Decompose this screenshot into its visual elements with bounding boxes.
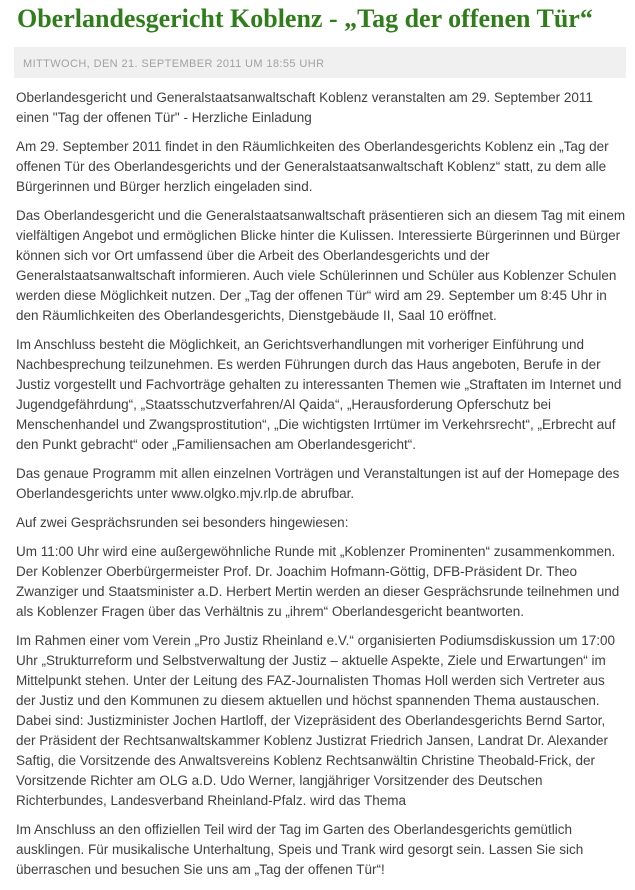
publish-date-text: MITTWOCH, DEN 21. SEPTEMBER 2011 UM 18:55 UHR: [23, 58, 325, 70]
article-paragraph: Im Anschluss besteht die Möglichkeit, an Gerichtsverhandlungen mit vorheriger Einführung und Nachbesprechung teilzunehmen. Es werden Führungen durch das Haus angeboten, Berufe in der Justiz vorgestellt und Fachvorträge gehalten zu interessanten Themen wie „Straftaten im Internet und Jugendgefährdung“, „Staatsschutzverfahren/Al Qaida“, „Herausforderung Opferschutz bei Menschenhandel und Zwangsprostitution“, „Die wichtigsten Irrtümer im Verkehrsrecht“, „Erbrecht auf den Punkt gebracht“ oder „Familiensachen am Oberlandesgericht“.: [16, 337, 622, 452]
article-paragraph: Auf zwei Gesprächsrunden sei besonders hingewiesen:: [16, 515, 349, 530]
date-bar: [14, 47, 626, 78]
page-title: Oberlandesgericht Koblenz - „Tag der offenen Tür“: [17, 4, 593, 33]
article-paragraph: Im Anschluss an den offiziellen Teil wird der Tag im Garten des Oberlandesgerichts gemütlich ausklingen. Für musikalische Unterhaltung, Speis und Trank wird gesorgt sein. Lassen Sie sich überraschen und besuchen Sie uns am „Tag der offenen Tür“!: [16, 822, 584, 877]
article-paragraph: Um 11:00 Uhr wird eine außergewöhnliche Runde mit „Koblenzer Prominenten“ zusammenkommen. Der Koblenzer Oberbürgermeister Prof. Dr. Joachim Hofmann-Göttig, DFB-Präsident Dr. Theo Zwanziger und Staatsminister a.D. Herbert Mertin werden an dieser Gesprächsrunde teilnehmen und als Koblenzer Fragen über das Verhältnis zu „ihrem“ Oberlandesgericht beantworten.: [16, 544, 620, 619]
article-paragraph: Oberlandesgericht und Generalstaatsanwaltschaft Koblenz veranstalten am 29. September 2011 einen "Tag der offenen Tür" - Herzliche Einladung: [16, 90, 593, 125]
article-paragraph: Das Oberlandesgericht und die Generalstaatsanwaltschaft präsentieren sich an diesem Tag mit einem vielfältigen Angebot und ermöglichen Blicke hinter die Kulissen. Interessierte Bürgerinnen und Bürger können sich vor Ort umfassend über die Arbeit des Oberlandesgerichts und der Generalstaatsanwaltschaft informieren. Auch viele Schülerinnen und Schüler aus Koblenzer Schulen werden diese Möglichkeit nutzen. Der „Tag der offenen Tür“ wird am 29. September um 8:45 Uhr in den Räumlichkeiten des Oberlandesgerichts, Dienstgebäude II, Saal 10 eröffnet.: [16, 208, 626, 323]
article-paragraph: Das genaue Programm mit allen einzelnen Vorträgen und Veranstaltungen ist auf der Homepage des Oberlandesgerichts unter www.olgko.mjv.rlp.de abrufbar.: [16, 466, 620, 501]
article-paragraph: Am 29. September 2011 findet in den Räumlichkeiten des Oberlandesgerichts Koblenz ein „Tag der offenen Tür des Oberlandesgerichts und der Generalstaatsanwaltschaft Koblenz“ statt, zu dem alle Bürgerinnen und Bürger herzlich eingeladen sind.: [16, 139, 609, 194]
article-paragraph: Im Rahmen einer vom Verein „Pro Justiz Rheinland e.V.“ organisierten Podiumsdiskussion um 17:00 Uhr „Strukturreform und Selbstverwaltung der Justiz – aktuelle Aspekte, Ziele und Erwartungen“ im Mittelpunkt stehen. Unter der Leitung des FAZ-Journalisten Thomas Holl werden sich Vertreter aus der Justiz und den Kommunen zu diesem aktuellen und höchst spannenden Thema austauschen. Dabei sind: Justizminister Jochen Hartloff, der Vizepräsident des Oberlandesgerichts Bernd Sartor, der Präsident der Rechtsanwaltskammer Koblenz Justizrat Friedrich Jansen, Landrat Dr. Alexander Saftig, die Vorsitzende des Anwaltsvereins Koblenz Rechtsanwältin Christine Theobald-Frick, der Vorsitzende Richter am OLG a.D. Udo Werner, langjähriger Vorsitzender des Deutschen Richterbundes, Landesverband Rheinland-Pfalz. wird das Thema: [16, 633, 616, 808]
article-body: [15, 88, 626, 880]
